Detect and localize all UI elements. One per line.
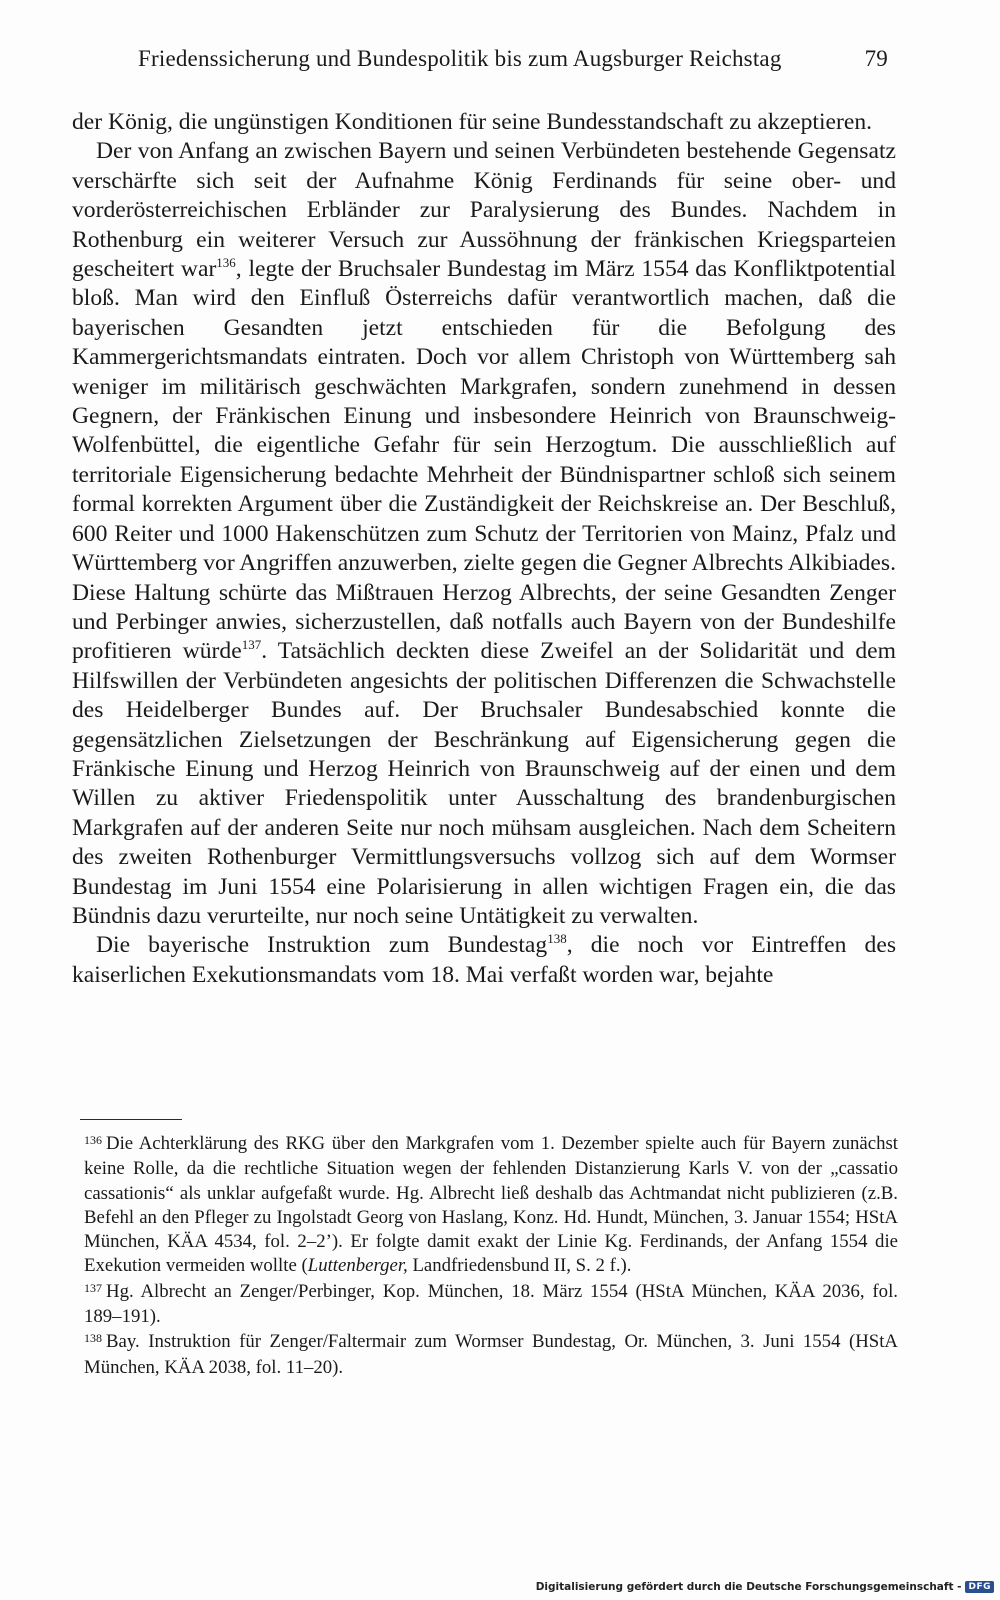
main-text (72, 108, 896, 990)
page-number: 79 (864, 46, 888, 71)
credit-text: Digitalisierung gefördert durch die Deutsche Forschungsgemeinschaft - (535, 1581, 962, 1593)
footnote (84, 1132, 898, 1279)
paragraph-text: , legte der Bruchsaler Bundestag im März 1554 das Konfliktpotential bloß. Man wird den Einfluß Österreichs dafür verantwortlich machen, daß die bayerischen Gesandten jetzt entschieden für die Befolgung des Kammergerichtsmandats eintraten. Doch vor allem Christoph von Württemberg sah weniger im militärisch geschwächten Markgrafen, sondern zunehmend in dessen Gegnern, der Fränkischen Einung und insbesondere Heinrich von Braunschweig-Wolfenbüttel, die eigentliche Gefahr für sein Herzogtum. Die ausschließlich auf territoriale Eigensicherung bedachte Mehrheit der Bündnispartner schloß sich seinem formal korrekten Argument über die Zuständigkeit der Reichskreise an. Der Beschluß, 600 Reiter und 1000 Hakenschützen zum Schutz der Territorien von Mainz, Pfalz und Württemberg vor Angriffen anzuwerben, zielte gegen die Gegner Albrechts Alkibiades. Diese Haltung schürte das Mißtrauen Herzog Albrechts, der seine Gesandten Zenger und Perbinger anwies, sicherzustellen, daß notfalls auch Bayern von der Bundeshilfe profitieren würde (72, 256, 896, 665)
paragraph-text: . Tatsächlich deckten diese Zweifel an der Solidarität und dem Hilfswillen der Verbündeten angesichts der politischen Differenzen die Schwachstelle des Heidelberger Bundes auf. Der Bruchsaler Bundesabschied konnte die gegensätzlichen Zielsetzungen der Beschränkung auf Eigensicherung gegen die Fränkische Einung und Herzog Heinrich von Braunschweig auf der einen und dem Willen zu aktiver Friedenspolitik unter Ausschaltung des brandenburgischen Markgrafen auf der anderen Seite nur noch mühsam ausgleichen. Nach dem Scheitern des zweiten Rothenburger Vermittlungsversuchs vollzog sich auf dem Wormser Bundestag im Juni 1554 eine Polarisierung in allen wichtigen Fragen ein, die das Bündnis dazu verurteilte, nur noch seine Untätigkeit zu verwalten. (72, 638, 896, 929)
footnote-number: 138 (84, 1331, 102, 1346)
footnote-ref[interactable]: 137 (241, 637, 262, 653)
running-title: Friedenssicherung und Bundespolitik bis zum Augsburger Reichstag (138, 46, 782, 71)
digitization-credit (536, 1581, 994, 1593)
running-header (138, 46, 888, 72)
footnote-text: Bay. Instruktion für Zenger/Faltermair zum Wormser Bundestag, Or. München, 3. Juni 1554 (HStA München, KÄA 2038, fol. 11–20). (84, 1331, 898, 1378)
footnote-ref[interactable]: 138 (547, 931, 567, 947)
footnote-divider (80, 1119, 182, 1120)
paragraph (72, 931, 896, 990)
footnote-text: Hg. Albrecht an Zenger/Perbinger, Kop. München, 18. März 1554 (HStA München, KÄA 2036, fol. 189–191). (84, 1280, 898, 1328)
footnote-ref[interactable]: 136 (216, 255, 236, 271)
paragraph-text: , die noch vor Eintreffen des kaiserlichen Exekutionsmandats vom 18. Mai verfaßt worden war, bejahte (72, 932, 896, 988)
footnote (84, 1330, 898, 1380)
dfg-logo: DFG (965, 1581, 994, 1593)
paragraph-continued (72, 108, 896, 137)
footnote-number: 137 (84, 1280, 102, 1295)
footnote-text: Landfriedensbund II, S. 2 f.). (407, 1255, 632, 1277)
paragraph (72, 137, 896, 931)
footnote (84, 1280, 898, 1330)
paragraph-text: der König, die ungünstigen Konditionen für seine Bundesstandschaft zu akzeptieren. (72, 109, 873, 135)
paragraph-text: Die bayerische Instruktion zum Bundestag (96, 932, 548, 959)
footnote-number: 136 (84, 1133, 102, 1147)
footnotes (84, 1132, 898, 1381)
paragraph-text: Der von Anfang an zwischen Bayern und seinen Verbündeten bestehende Gegensatz verschärfte sich seit der Aufnahme König Ferdinands für seine ober- und vorderösterreichischen Erbländer zur Paralysierung des Bundes. Nachdem in Rothenburg ein weiterer Versuch zur Aussöhnung der fränkischen Kriegsparteien gescheitert war (72, 138, 896, 283)
footnote-author: Luttenberger, (307, 1255, 408, 1277)
footnote-text: Die Achterklärung des RKG über den Markgrafen vom 1. Dezember spielte auch für Bayern zunächst keine Rolle, da die rechtliche Situation wegen der fehlenden Distanzierung Karls V. von der „cassatio cassationis“ als unklar aufgefaßt wurde. Hg. Albrecht ließ deshalb das Achtmandat nicht publizieren (z.B. Befehl an den Pfleger zu Ingolstadt Georg von Haslang, Konz. Hd. Hundt, München, 3. Januar 1554; HStA München, KÄA 4534, fol. 2–2’). Er folgte damit exakt der Linie Kg. Ferdinands, der Anfang 1554 die Exekution vermeiden wollte ( (84, 1133, 898, 1277)
